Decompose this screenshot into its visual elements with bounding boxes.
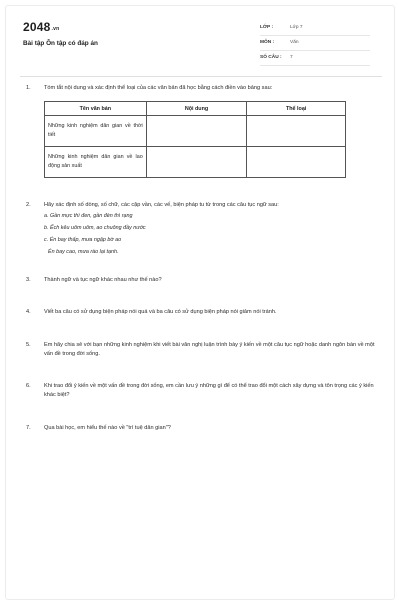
document-page xyxy=(5,5,395,600)
question-text: Tóm tắt nội dung và xác định thể loại của các văn bản đã học bằng cách điền vào bảng sau: xyxy=(44,85,273,91)
meta-subject-value: Văn xyxy=(290,40,299,45)
meta-subject-label: MÔN : xyxy=(260,40,275,45)
proverb-c xyxy=(44,236,121,245)
question-text: Em hãy chia sẻ với bạn những kinh nghiệm khi viết bài văn nghị luận trình bày ý kiến về một câu tục ngữ hoặc danh ngôn bàn về một vấn đề trong đời sống. xyxy=(44,342,375,357)
question-text: Qua bài học, em hiểu thế nào về "trí tuệ dân gian"? xyxy=(44,425,171,431)
question-number: 6. xyxy=(26,383,31,389)
proverb-b xyxy=(44,224,146,233)
header-divider xyxy=(20,76,382,77)
logo-sub: .vn xyxy=(51,26,60,32)
meta-class xyxy=(260,22,370,36)
proverb-text: Én bay cao, mưa rào lại tạnh. xyxy=(48,249,119,255)
proverb-c-line2 xyxy=(48,248,119,257)
proverb-text: c. Én bay thấp, mưa ngập bờ ao xyxy=(44,237,122,243)
question-text: Thành ngữ và tục ngữ khác nhau như thế nào? xyxy=(44,277,162,283)
table-row xyxy=(45,116,346,147)
table-header-title: Tên văn bản xyxy=(45,102,147,116)
table-cell-content[interactable] xyxy=(146,116,247,147)
table-cell-content[interactable] xyxy=(146,147,247,178)
meta-question-count xyxy=(260,52,370,66)
summary-table xyxy=(44,101,346,178)
meta-question-count-value: 7 xyxy=(290,55,293,60)
question-number: 4. xyxy=(26,309,31,315)
table-cell-genre[interactable] xyxy=(247,147,346,178)
table-header-row xyxy=(45,102,346,116)
question-text: Viết ba câu có sử dụng biện pháp nói quá và ba câu có sử dụng biện pháp nói giảm nói tránh. xyxy=(44,309,277,315)
proverb-text: a. Gần mực thì đen, gần đèn thì rạng xyxy=(44,213,133,219)
table-cell-title xyxy=(45,116,147,147)
site-logo[interactable] xyxy=(23,20,59,34)
question-text: Khi trao đổi ý kiến về một vấn đề trong đời sống, em cần lưu ý những gì để có thể trao đổi một cách xây dựng và tôn trọng các ý kiến khác biệt? xyxy=(44,383,374,398)
question-text: Hãy xác định số dòng, số chữ, các cặp vần, các vế, biện pháp tu từ trong các câu tục ngữ sau: xyxy=(44,202,279,208)
table-header-genre: Thể loại xyxy=(247,102,346,116)
table-row xyxy=(45,147,346,178)
question-number: 1. xyxy=(26,85,31,91)
question-number: 5. xyxy=(26,342,31,348)
question-number: 3. xyxy=(26,277,31,283)
question-number: 7. xyxy=(26,425,31,431)
cell-text: Những kinh nghiệm dân gian về lao động sản xuất xyxy=(48,154,143,169)
proverb-text: b. Ếch kêu uôm uôm, ao chuông đầy nước xyxy=(44,225,146,231)
document-header xyxy=(20,16,385,62)
logo-main: 2048 xyxy=(23,20,51,34)
cell-text: Những kinh nghiệm dân gian về thời tiết xyxy=(48,123,143,138)
table-cell-title xyxy=(45,147,147,178)
meta-question-count-label: SỐ CÂU : xyxy=(260,55,282,60)
proverb-a xyxy=(44,212,133,221)
document-title: Bài tập Ôn tập có đáp án xyxy=(23,40,98,47)
table-cell-genre[interactable] xyxy=(247,116,346,147)
question-number: 2. xyxy=(26,202,31,208)
table-header-content: Nội dung xyxy=(146,102,247,116)
meta-class-value: Lớp 7 xyxy=(290,25,303,30)
meta-class-label: LỚP : xyxy=(260,25,274,30)
meta-subject xyxy=(260,37,370,51)
